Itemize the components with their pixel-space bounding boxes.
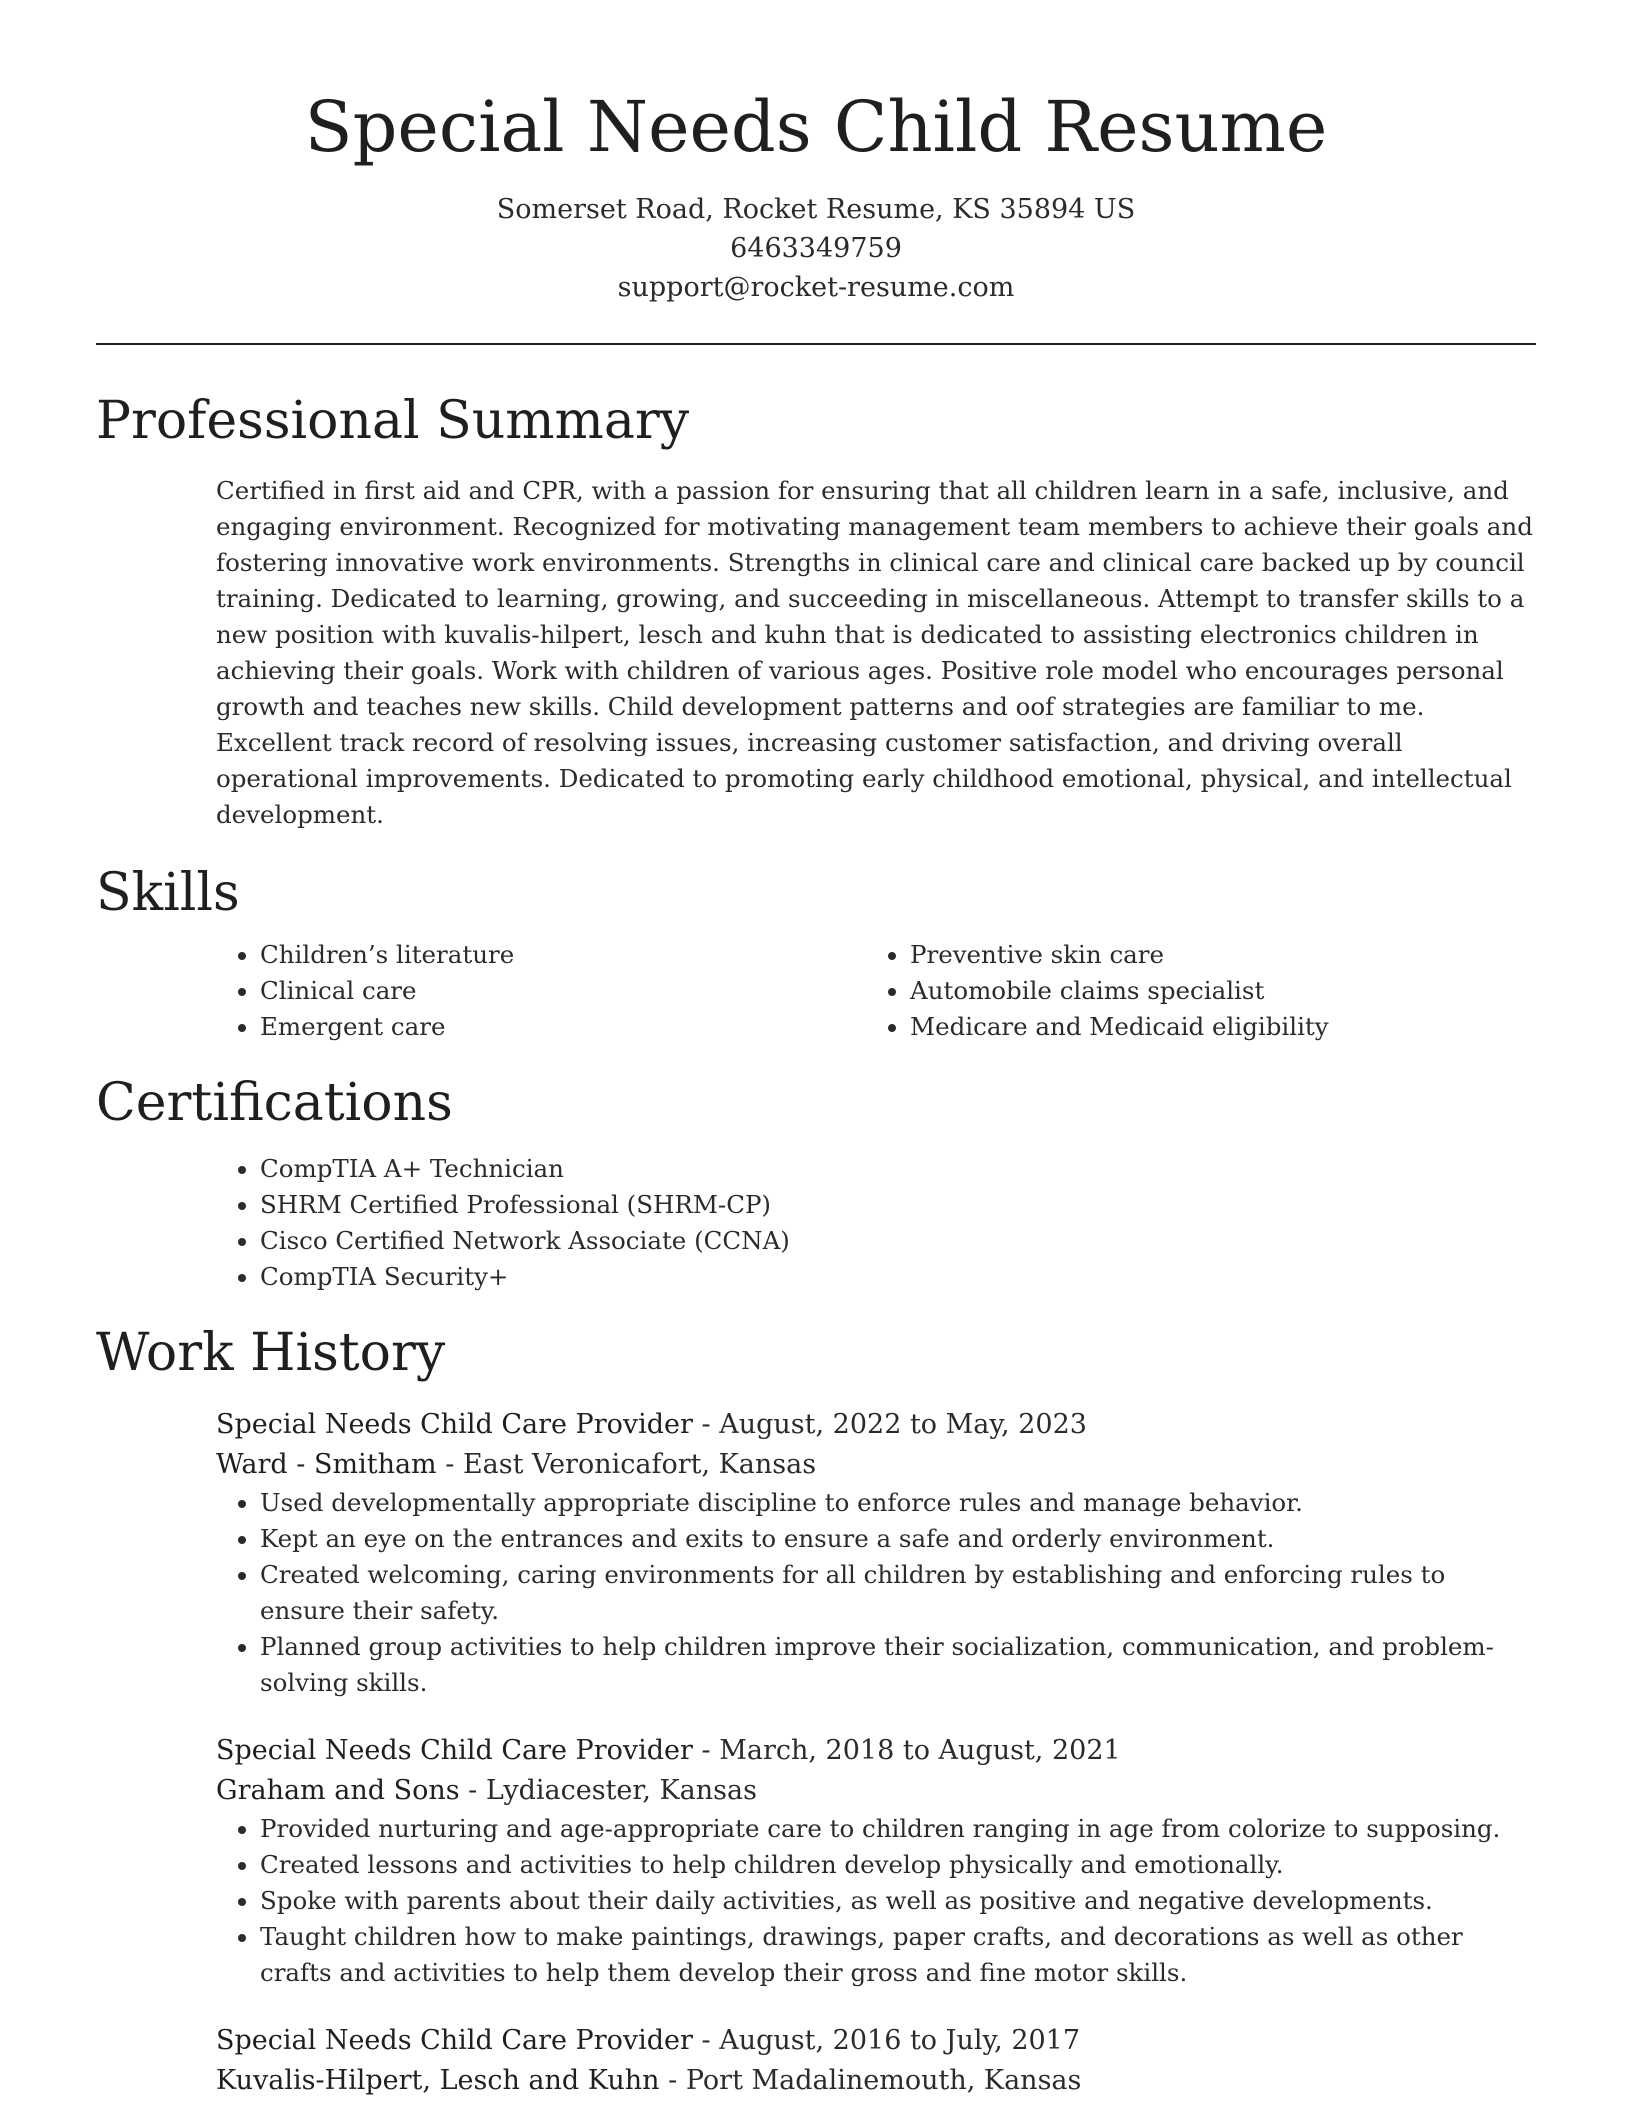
job-company: Kuvalis-Hilpert, Lesch and Kuhn — [216, 2065, 660, 2096]
contact-address: Somerset Road, Rocket Resume, KS 35894 US — [496, 194, 1136, 225]
job-duty-item: • Created lessons and activities to help children develop physically and emotionally. — [260, 1847, 1536, 1883]
job-separator: - — [659, 2065, 686, 2096]
job-duty-item: • Spoke with parents about their daily activities, as well as positive and negative developments. — [260, 1883, 1536, 1919]
work-history-heading: Work History — [96, 1323, 446, 1383]
skills-column-right — [866, 937, 1516, 1045]
job-title: Special Needs Child Care Provider — [216, 2025, 693, 2056]
job-title-line — [216, 2021, 1536, 2061]
skill-item: • Medicare and Medicaid eligibility — [910, 1009, 1516, 1045]
job-duty-item: • Planned group activities to help children improve their socialization, communication, and problem-solving skills. — [260, 1629, 1536, 1701]
job-duty-item: • Taught children how to make paintings, drawings, paper crafts, and decorations as well as other crafts and activities to help them develop their gross and fine motor skills. — [260, 1919, 1536, 1991]
job-company-line — [216, 1445, 1536, 1485]
job-dates: March, 2018 to August, 2021 — [719, 1735, 1121, 1766]
job-location: Lydiacester, Kansas — [485, 1775, 757, 1806]
skill-item: • Automobile claims specialist — [910, 973, 1516, 1009]
job-title-line — [216, 1405, 1536, 1445]
contact-email: support@rocket-resume.com — [617, 272, 1015, 303]
job-entry — [216, 2021, 1536, 2101]
job-location: East Veronicafort, Kansas — [462, 1449, 817, 1480]
job-duty-item: • Used developmentally appropriate discipline to enforce rules and manage behavior. — [260, 1485, 1536, 1521]
certification-item: • CompTIA A+ Technician — [260, 1151, 1536, 1187]
job-dates: August, 2016 to July, 2017 — [719, 2025, 1081, 2056]
job-entry — [216, 1405, 1536, 1701]
skill-item: • Children’s literature — [260, 937, 866, 973]
job-duties — [216, 1811, 1536, 1991]
skill-item: • Clinical care — [260, 973, 866, 1009]
job-company: Ward - Smitham — [216, 1449, 437, 1480]
resume-name: Special Needs Child Resume — [304, 86, 1328, 168]
job-company-line — [216, 1771, 1536, 1811]
job-entry — [216, 1731, 1536, 1991]
job-title: Special Needs Child Care Provider — [216, 1735, 693, 1766]
summary-heading: Professional Summary — [96, 391, 690, 451]
job-separator: - — [692, 2025, 720, 2056]
skills-column-left — [216, 937, 866, 1045]
job-duty-item: • Created welcoming, caring environments for all children by establishing and enforcing rules to ensure their safety. — [260, 1557, 1536, 1629]
contact-phone: 6463349759 — [730, 233, 902, 264]
job-company: Graham and Sons — [216, 1775, 460, 1806]
skills-list — [216, 937, 1536, 1045]
job-separator: - — [459, 1775, 486, 1806]
certifications-heading: Certifications — [96, 1073, 453, 1133]
job-separator: - — [692, 1735, 720, 1766]
header-divider — [96, 343, 1536, 345]
skill-item: • Emergent care — [260, 1009, 866, 1045]
job-separator: - — [436, 1449, 463, 1480]
certifications-list — [216, 1151, 1536, 1295]
summary-text: Certified in first aid and CPR, with a passion for ensuring that all children learn in a safe, inclusive, and engaging environment. Recognized for motivating management team members to achieve their goals and fostering innovative work environments. Strengths in clinical care and clinical care backed up by council training. Dedicated to learning, growing, and succeeding in miscellaneous. Attempt to transfer skills to a new position with kuvalis-hilpert, lesch and kuhn that is dedicated to assisting electronics children in achieving their goals. Work with children of various ages. Positive role model who encourages personal growth and teaches new skills. Child development patterns and oof strategies are familiar to me. Excellent track record of resolving issues, increasing customer satisfaction, and driving overall operational improvements. Dedicated to promoting early childhood emotional, physical, and intellectual development. — [216, 476, 1533, 829]
job-location: Port Madalinemouth, Kansas — [685, 2065, 1082, 2096]
certification-item: • CompTIA Security+ — [260, 1259, 1536, 1295]
job-duties — [216, 1485, 1536, 1701]
job-title-line — [216, 1731, 1536, 1771]
job-duty-item: • Provided nurturing and age-appropriate care to children ranging in age from colorize to supposing. — [260, 1811, 1536, 1847]
job-company-line — [216, 2061, 1536, 2101]
job-duty-item: • Kept an eye on the entrances and exits to ensure a safe and orderly environment. — [260, 1521, 1536, 1557]
job-separator: - — [692, 1409, 720, 1440]
certification-item: • Cisco Certified Network Associate (CCNA) — [260, 1223, 1536, 1259]
skills-heading: Skills — [96, 863, 240, 923]
resume-header — [0, 0, 1632, 307]
certification-item: • SHRM Certified Professional (SHRM-CP) — [260, 1187, 1536, 1223]
job-dates: August, 2022 to May, 2023 — [719, 1409, 1087, 1440]
skill-item: • Preventive skin care — [910, 937, 1516, 973]
job-title: Special Needs Child Care Provider — [216, 1409, 693, 1440]
